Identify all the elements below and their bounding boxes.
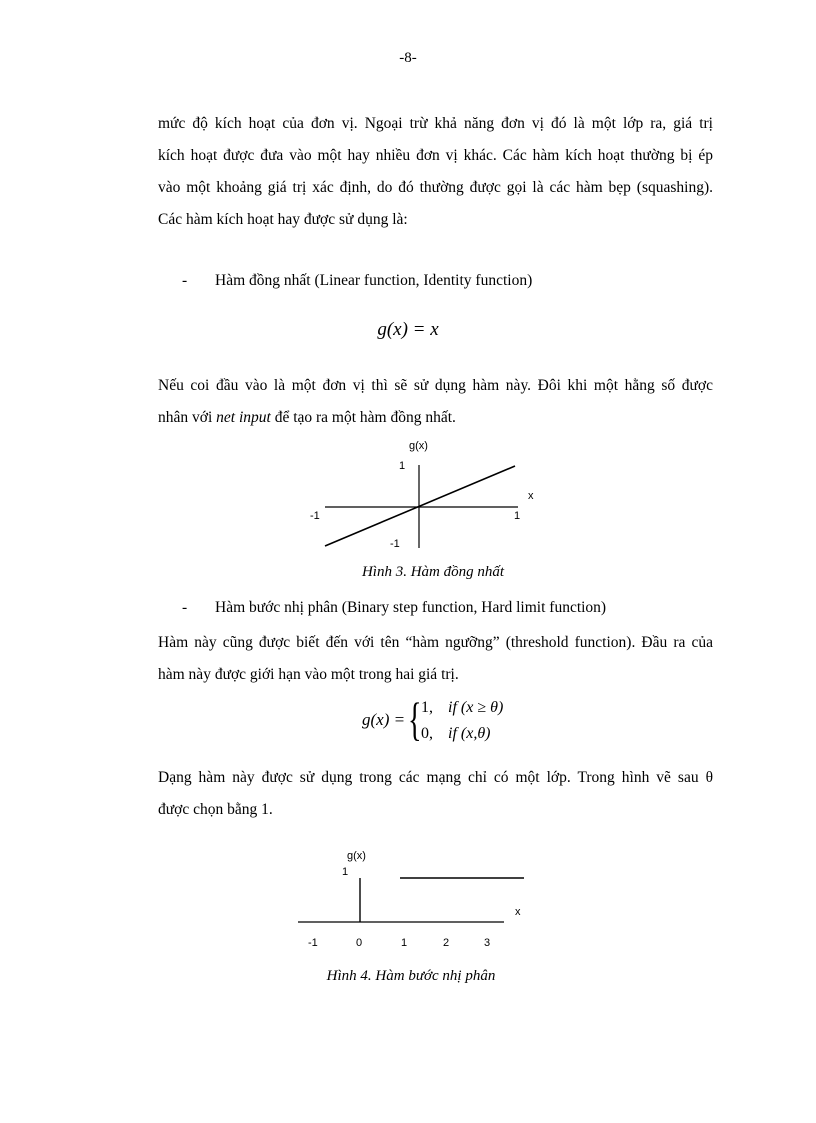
case1-condition: if (x ≥ θ) xyxy=(448,699,504,716)
identity-line xyxy=(325,466,515,546)
y-tick-positive: 1 xyxy=(399,460,406,472)
figure-4-caption: Hình 4. Hàm bước nhị phân xyxy=(326,968,496,984)
text-line: mức độ kích hoạt của đơn vị. Ngoại trừ khả năng đơn vị đó là một lớp ra, giá trị xyxy=(158,115,713,132)
net-input-term: net input xyxy=(216,409,271,426)
y-axis-label: g(x) xyxy=(409,440,428,452)
case2-condition: if (x,θ) xyxy=(448,725,491,742)
case2-value: 0, xyxy=(421,725,433,742)
left-brace: { xyxy=(408,694,422,746)
bullet-dash: - xyxy=(182,599,188,616)
text-line: hàm này được giới hạn vào một trong hai giá trị. xyxy=(158,666,459,683)
x-tick: -1 xyxy=(308,937,318,949)
figure-3-plot xyxy=(300,430,560,565)
step-shape-paragraph xyxy=(158,762,713,826)
figure-3-caption: Hình 3. Hàm đồng nhất xyxy=(361,564,505,580)
text-line: vào một khoảng giá trị xác định, do đó thường được gọi là các hàm bẹp (squashing). xyxy=(158,179,713,196)
formula-lhs: g(x) = xyxy=(362,710,406,729)
text-line: được chọn bằng 1. xyxy=(158,801,273,818)
step-paragraph xyxy=(158,627,713,691)
text-line: Hàm này cũng được biết đến với tên “hàm ngưỡng” (threshold function). Đầu ra của xyxy=(158,634,713,651)
x-axis-label: x xyxy=(528,490,534,502)
bullet-text-linear: Hàm đồng nhất (Linear function, Identity function) xyxy=(215,272,533,289)
text-line: nhân với net input để tạo ra một hàm đồng nhất. xyxy=(158,409,456,426)
x-axis-label: x xyxy=(515,906,521,918)
x-tick: 2 xyxy=(443,937,450,949)
bullet-dash: - xyxy=(182,272,188,289)
x-tick-negative: -1 xyxy=(310,510,320,522)
linear-paragraph xyxy=(158,370,713,434)
formula-linear: g(x) = x xyxy=(377,319,439,340)
case1-value: 1, xyxy=(421,699,433,716)
text-line: kích hoạt được đưa vào một hay nhiều đơn vị khác. Các hàm kích hoạt thường bị ép xyxy=(158,147,713,164)
figure-4-plot xyxy=(290,840,550,940)
bullet-text-step: Hàm bước nhị phân (Binary step function, Hard limit function) xyxy=(215,599,607,616)
x-tick: 1 xyxy=(401,937,408,949)
text-line: Các hàm kích hoạt hay được sử dụng là: xyxy=(158,211,408,228)
y-tick-one: 1 xyxy=(342,866,349,878)
y-tick-negative: -1 xyxy=(390,538,400,550)
x-tick: 3 xyxy=(484,937,491,949)
page-number: -8- xyxy=(399,50,417,66)
formula-step xyxy=(362,694,562,750)
text-line: Dạng hàm này được sử dụng trong các mạng chỉ có một lớp. Trong hình vẽ sau θ xyxy=(158,769,713,786)
x-tick: 0 xyxy=(356,937,363,949)
intro-paragraph xyxy=(158,108,713,236)
x-tick-positive: 1 xyxy=(514,510,521,522)
text-line: Nếu coi đầu vào là một đơn vị thì sẽ sử dụng hàm này. Đôi khi một hằng số được xyxy=(158,377,713,394)
y-axis-label: g(x) xyxy=(347,850,366,862)
